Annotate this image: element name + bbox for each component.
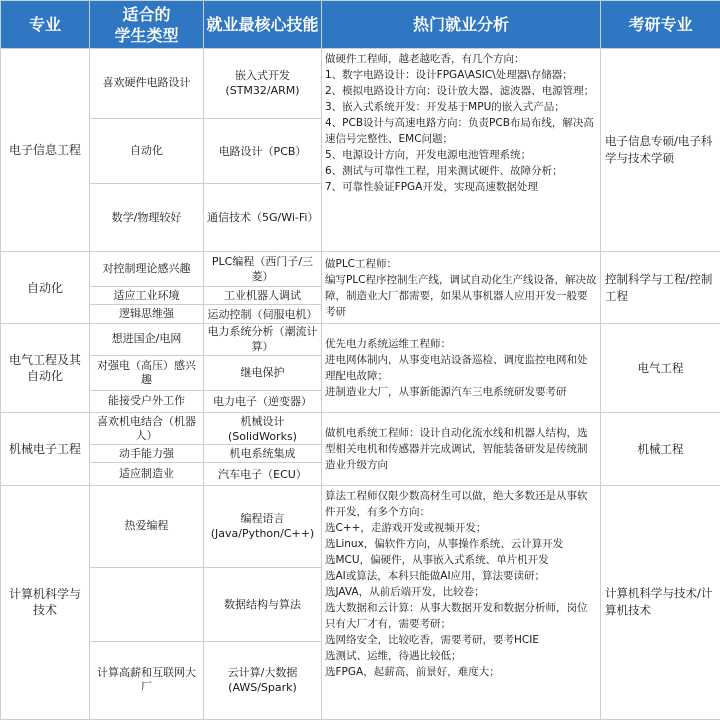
table-row [1, 323, 720, 355]
header-core-skill: 就业最核心技能 [204, 1, 322, 49]
analysis-line: 3、嵌入式系统开发：开发基于MPU的嵌入式产品； [325, 101, 565, 113]
analysis-line: 选FPGA，起薪高，前景好，难度大； [325, 665, 500, 678]
analysis-line: 算法工程师仅限少数高材生可以做，绝大多数还是从事软件开发，有多个方向： [325, 489, 588, 518]
student-type-cell [90, 568, 204, 642]
skill-line: (STM32/ARM) [225, 84, 300, 98]
grad-major-cell: 控制科学与工程/控制工程 [601, 252, 720, 324]
analysis-line: 选测试、运维，待遇比较低； [325, 649, 462, 662]
table-row [1, 413, 720, 445]
grad-major-cell: 机械工程 [601, 413, 720, 486]
analysis-line: 1、数字电路设计：设计FPGA\ASIC\处理器\存储器； [325, 69, 573, 81]
analysis-line: 2、模拟电路设计方向：设计放大器、滤波器、电源管理； [325, 85, 595, 97]
analysis-line: 选C++，走游戏开发或视频开发； [325, 521, 487, 534]
analysis-line: 选MCU，偏硬件，从事嵌入式系统、单片机开发 [325, 553, 549, 566]
student-type-cell: 能接受户外工作 [90, 390, 204, 413]
major-cell: 机械电子工程 [1, 413, 90, 486]
analysis-cell [322, 413, 601, 486]
header-grad-major: 考研专业 [601, 1, 720, 49]
skill-cell: 电力系统分析（潮流计算） [204, 323, 322, 355]
analysis-line: 选大数据和云计算：从事大数据开发和数据分析师，岗位只有大厂才有，需要考研； [325, 601, 588, 630]
analysis-cell [322, 252, 601, 324]
skill-cell: 机电系统集成 [204, 444, 322, 462]
student-type-cell: 喜欢机电结合（机器人） [90, 413, 204, 445]
analysis-line: 做硬件工程师，越老越吃香，有几个方向： [325, 53, 525, 65]
skill-cell: 运动控制（伺服电机） [204, 305, 322, 323]
skill-cell: 汽车电子（ECU） [204, 463, 322, 486]
skill-cell: 工业机器人调试 [204, 287, 322, 305]
header-student-line1: 适合的 [122, 4, 171, 24]
analysis-cell [322, 323, 601, 412]
table-row [1, 49, 720, 119]
analysis-line: 选AI或算法，本科只能做AI应用，算法要读研； [325, 569, 546, 582]
header-major: 专业 [1, 1, 90, 49]
analysis-line: 做PLC工程师： [325, 257, 398, 270]
analysis-line: 选网络安全，比较吃香，需要考研，要考HCIE [325, 633, 539, 646]
analysis-cell [322, 485, 601, 719]
skill-line: 云计算/大数据 [227, 666, 298, 680]
analysis-line: 5、电源设计方向，开发电源电池管理系统； [325, 149, 532, 161]
analysis-line: 7、可靠性验证FPGA开发，实现高速数据处理 [325, 181, 538, 193]
analysis-line: 进制造业大厂，从事新能源汽车三电系统研发要考研 [325, 386, 567, 399]
student-type-cell: 数学/物理较好 [90, 184, 204, 252]
analysis-line: 做机电系统工程师：设计自动化流水线和机器人结构，选型相关电机和传感器并完成调试，智能装备研发是传统制造业升级方向 [325, 427, 588, 472]
major-cell: 电子信息工程 [1, 49, 90, 252]
skill-cell [204, 413, 322, 445]
student-type-cell: 想进国企/电网 [90, 323, 204, 355]
skill-line: (AWS/Spark) [228, 681, 297, 695]
skill-line: 嵌入式开发 [235, 69, 290, 83]
table-row [1, 252, 720, 287]
skill-cell: PLC编程（西门子/三菱） [204, 252, 322, 287]
skill-cell: 数据结构与算法 [204, 568, 322, 642]
skill-cell: 通信技术（5G/Wi-Fi） [204, 184, 322, 252]
student-type-cell: 喜欢硬件电路设计 [90, 49, 204, 119]
skill-line: 机械设计 [240, 414, 285, 428]
header-student-type [90, 1, 204, 49]
skill-cell: 继电保护 [204, 355, 322, 390]
header-student-line2: 学生类型 [114, 25, 179, 45]
major-cell: 自动化 [1, 252, 90, 324]
analysis-line: 选JAVA，从前后端开发，比较卷； [325, 585, 485, 598]
student-type-cell: 适应工业环境 [90, 287, 204, 305]
skill-cell [204, 485, 322, 567]
header-analysis: 热门就业分析 [322, 1, 601, 49]
skill-cell [204, 49, 322, 119]
analysis-line: 4、PCB设计与高速电路方向：负责PCB布局布线，解决高速信号完整性、EMC问题； [325, 117, 594, 145]
major-cell: 计算机科学与技术 [1, 485, 90, 719]
analysis-cell [322, 49, 601, 252]
grad-major-cell: 电子信息专硕/电子科学与技术学硕 [601, 49, 720, 252]
skill-cell [204, 641, 322, 719]
major-cell: 电气工程及其自动化 [1, 323, 90, 412]
header-row [1, 1, 720, 49]
student-type-cell: 计算高薪和互联网大厂 [90, 641, 204, 719]
student-type-cell: 热爱编程 [90, 485, 204, 567]
grad-major-cell: 电气工程 [601, 323, 720, 412]
grad-major-cell: 计算机科学与技术/计算机技术 [601, 485, 720, 719]
student-type-cell: 对控制理论感兴趣 [90, 252, 204, 287]
skill-line: (Java/Python/C++) [210, 527, 315, 541]
skill-cell: 电力电子（逆变器） [204, 390, 322, 413]
analysis-line: 优先电力系统运维工程师： [325, 338, 451, 351]
skill-line: 编程语言 [240, 512, 285, 526]
student-type-cell: 自动化 [90, 118, 204, 184]
student-type-cell: 动手能力强 [90, 444, 204, 462]
analysis-line: 编写PLC程序控制生产线，调试自动化生产线设备，解决故障，制造业大厂都需要，如果从事机器人应用开发一般要考研 [325, 273, 597, 318]
analysis-line: 选Linux，偏软件方向，从事操作系统、云计算开发 [325, 537, 564, 550]
analysis-line: 进电网体制内，从事变电站设备巡检、调度监控电网和处理配电故障； [325, 354, 588, 383]
analysis-line: 6、测试与可靠性工程，用来测试硬件、故障分析； [325, 165, 563, 177]
student-type-cell: 对强电（高压）感兴趣 [90, 355, 204, 390]
student-type-cell: 逻辑思维强 [90, 305, 204, 323]
skill-line: (SolidWorks) [228, 429, 297, 443]
table-row [1, 485, 720, 567]
skill-cell: 电路设计（PCB） [204, 118, 322, 184]
student-type-cell: 适应制造业 [90, 463, 204, 486]
